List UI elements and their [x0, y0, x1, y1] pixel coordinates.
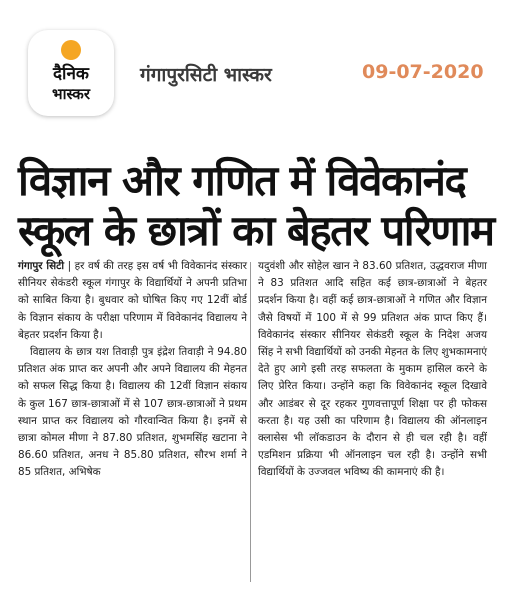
edition-date: 09-07-2020: [362, 61, 484, 83]
dainik-bhaskar-logo: [28, 30, 114, 116]
article-paragraph-2: विद्यालय के छात्र यश तिवाड़ी पुत्र इंद्रेश तिवाड़ी ने 94.80 प्रतिशत अंक प्राप्त कर अपनी और अपने विद्यालय की मेहनत को सफल सिद्ध किया है। विद्यालय की 12वीं विज्ञान संकाय के कुल 167 छात्र-छात्राओं में से 107 छात्र-छात्राओं ने प्रथम स्थान प्राप्त कर विद्यालय को गौरवान्वित किया है। इनमें से छात्रा कोमल मीणा ने 87.80 प्रतिशत, शुभमसिंह खटाना ने 86.60 प्रतिशत, अनध ने 85.80 प्रतिशत, सौरभ शर्मा ने 85 प्रतिशत, अभिषेक: [18, 346, 247, 479]
article-column-right: [258, 258, 487, 482]
article-dateline: गंगापुर सिटी: [18, 260, 65, 272]
logo-text-line2: भास्कर: [52, 85, 90, 103]
logo-text-line1: दैनिक: [53, 64, 89, 84]
column-divider: [250, 262, 251, 582]
headline-line-2: स्कूल के छात्रों का बेहतर परिणाम: [18, 206, 494, 255]
sun-icon: [61, 40, 81, 60]
newspaper-header: [0, 0, 518, 130]
article-paragraph-3: यदुवंशी और सोहेल खान ने 83.60 प्रतिशत, उद्धवराज मीणा ने 83 प्रतिशत आदि सहित कई छात्र-छात्राओं ने बेहतर प्रदर्शन किया है। वहीं कई छात्र-छात्राओं ने गणित और विज्ञान जैसे विषयों में 100 में से 99 प्रतिशत अंक प्राप्त किए हैं। विवेकानंद संस्कार सीनियर सेकंडरी स्कूल के निदेश अजय सिंह ने सभी विद्यार्थियों को उनकी मेहनत के लिए शुभकामनाएं देते हुए आगे इसी तरह सफलता के मुकाम हासिल करने के लिए प्रेरित किया। उन्होंने कहा कि विवेकानंद स्कूल दिखावे और आडंबर से दूर रहकर गुणवत्तापूर्ण शिक्षा पर ही फोकस करता है। यह उसी का परिणाम है। विद्यालय की ऑनलाइन क्लासेस भी लॉकडाउन के दौरान से ही चल रही है। वहीं एडमिशन प्रक्रिया भी ऑनलाइन चल रही है। उन्होंने सभी विद्यार्थियों के उज्जवल भविष्य की कामनाएं की है।: [258, 260, 487, 479]
article-headline: [18, 156, 508, 256]
article-paragraph-1: [18, 258, 247, 344]
paragraph-1-text: | हर वर्ष की तरह इस वर्ष भी विवेकानंद संस्कार सीनियर सेकंडरी स्कूल गंगापुर के विद्यार्थियों ने अपनी प्रतिभा को साबित किया है। बुधवार को घोषित किए गए 12वीं बोर्ड के विज्ञान संकाय के परीक्षा परिणाम में विवेकानंद विद्यालय ने बेहतर प्रदर्शन किया है।: [18, 260, 247, 341]
edition-title: गंगापुरसिटी भास्कर: [140, 64, 272, 86]
article-column-left: [18, 258, 247, 482]
headline-line-1: विज्ञान और गणित में विवेकानंद: [18, 156, 466, 205]
